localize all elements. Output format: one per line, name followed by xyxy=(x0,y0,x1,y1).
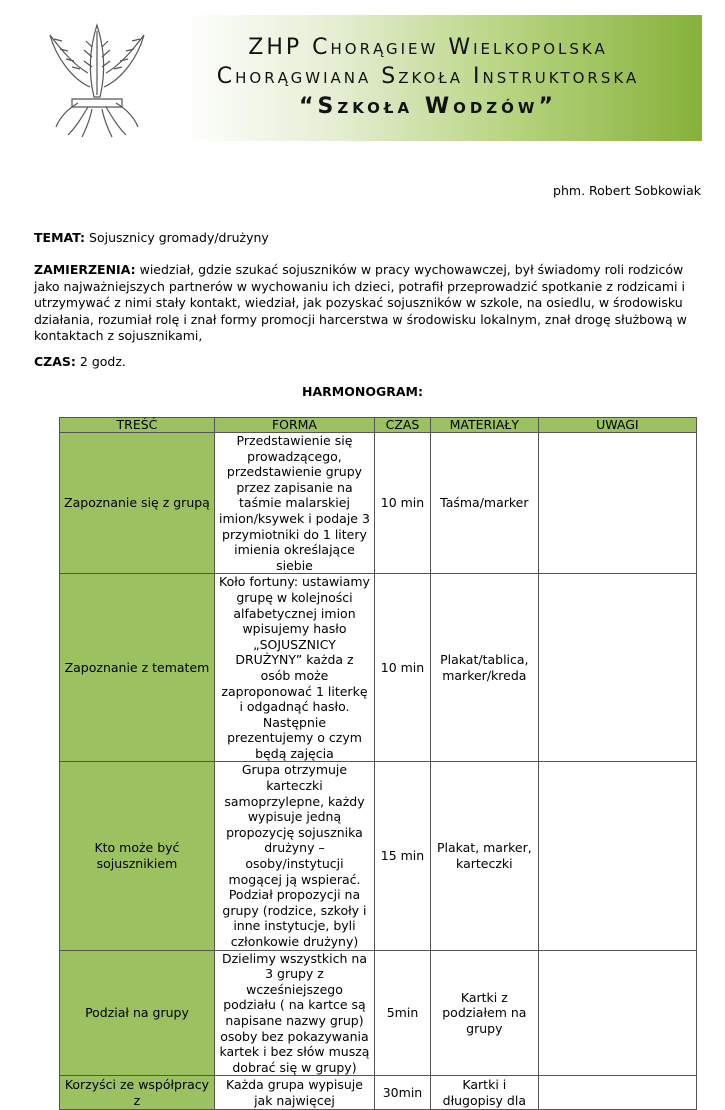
cell-czas: 15 min xyxy=(375,762,431,950)
topic-value: Sojusznicy gromady/drużyny xyxy=(85,230,269,245)
cell-forma: Dzielimy wszystkich na 3 grupy z wcześniejszego podziału ( na kartce są napisane nazwy grup) osoby bez pokazywania kartek i bez słów muszą dobrać się w grupy) xyxy=(214,950,374,1076)
cell-tresc: Korzyści ze współpracy z xyxy=(60,1076,215,1110)
cell-tresc: Kto może być sojusznikiem xyxy=(60,762,215,950)
header-materialy: MATERIAŁY xyxy=(430,418,538,433)
cell-tresc: Zapoznanie się z grupą xyxy=(60,433,215,574)
cell-forma: Grupa otrzymuje karteczki samoprzylepne, każdy wypisuje jedną propozycję sojusznika drużyny – osoby/instytucji mogącej ją wspierać. Podział propozycji na grupy (rodzice, szkoły i inne instytucje, byli członkowie drużyny) xyxy=(214,762,374,950)
cell-materialy: Taśma/marker xyxy=(430,433,538,574)
cell-uwagi xyxy=(538,574,696,762)
cell-materialy: Plakat/tablica, marker/kreda xyxy=(430,574,538,762)
cell-materialy: Plakat, marker, karteczki xyxy=(430,762,538,950)
schedule-table xyxy=(59,417,697,1110)
table-row xyxy=(60,762,697,950)
header-tresc: TREŚĆ xyxy=(60,418,215,433)
cell-uwagi xyxy=(538,1076,696,1110)
cell-uwagi xyxy=(538,433,696,574)
table-header-row xyxy=(60,418,697,433)
topic-label: TEMAT: xyxy=(34,230,86,245)
time-paragraph xyxy=(34,354,689,371)
header-uwagi: UWAGI xyxy=(538,418,696,433)
table-row xyxy=(60,1076,697,1110)
schedule-title: HARMONOGRAM: xyxy=(302,384,423,399)
time-value: 2 godz. xyxy=(75,354,126,369)
goals-paragraph xyxy=(34,262,689,345)
cell-forma: Koło fortuny: ustawiamy grupę w kolejności alfabetycznej imion wpisujemy hasło „SOJUSZNICY DRUŻYNY” każda z osób może zaproponować 1 literkę i odgadnąć hasło. Następnie prezentujemy o czym będą zajęcia xyxy=(214,574,374,762)
table-row xyxy=(60,433,697,574)
banner-line-3: “Szkoła Wodzów” xyxy=(299,94,557,119)
cell-forma: Każda grupa wypisuje jak najwięcej xyxy=(214,1076,374,1110)
header-banner xyxy=(34,15,702,141)
cell-tresc: Podział na grupy xyxy=(60,950,215,1076)
header-forma: FORMA xyxy=(214,418,374,433)
cell-materialy: Kartki i długopisy dla xyxy=(430,1076,538,1110)
cell-czas: 5min xyxy=(375,950,431,1076)
cell-czas: 30min xyxy=(375,1076,431,1110)
cell-materialy: Kartki z podziałem na grupy xyxy=(430,950,538,1076)
table-row xyxy=(60,574,697,762)
table-row xyxy=(60,950,697,1076)
banner-line-2: Chorągwiana Szkoła Instruktorska xyxy=(216,64,640,89)
cell-uwagi xyxy=(538,950,696,1076)
banner-line-1: ZHP Chorągiew Wielkopolska xyxy=(248,35,608,60)
cell-czas: 10 min xyxy=(375,433,431,574)
cell-uwagi xyxy=(538,762,696,950)
goals-label: ZAMIERZENIA: xyxy=(34,262,136,277)
cell-tresc: Zapoznanie z tematem xyxy=(60,574,215,762)
author-name: phm. Robert Sobkowiak xyxy=(553,183,701,198)
topic-paragraph xyxy=(34,230,689,247)
cell-forma: Przedstawienie się prowadzącego, przedstawienie grupy przez zapisanie na taśmie malarskiej imion/ksywek i podaje 3 przymiotniki do 1 litery imienia określające siebie xyxy=(214,433,374,574)
scout-lily-logo-icon xyxy=(42,17,152,141)
cell-czas: 10 min xyxy=(375,574,431,762)
time-label: CZAS: xyxy=(34,354,76,369)
goals-value: wiedział, gdzie szukać sojuszników w pracy wychowawczej, był świadomy roli rodziców jako najważniejszych partnerów w wychowaniu ich dzieci, potrafił przeprowadzić spotkanie z rodzicami i utrzymywać z nimi stały kontakt, wiedział, jak pozyskać sojuszników w szkole, na osiedlu, w środowisku działania, rozumiał rolę i znał formy promocji harcerstwa w środowisku lokalnym, znał drogę służbową w kontaktach z sojusznikami, xyxy=(34,262,687,344)
header-czas: CZAS xyxy=(375,418,431,433)
